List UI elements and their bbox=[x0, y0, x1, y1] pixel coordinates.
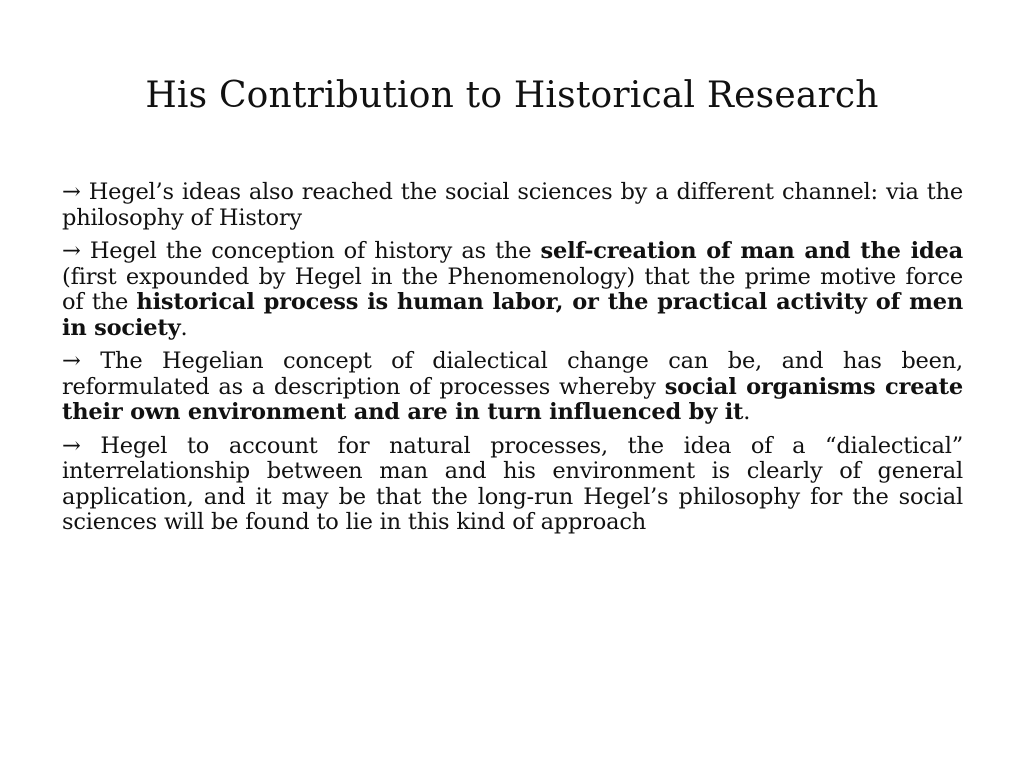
bullet-paragraph-2 bbox=[62, 239, 963, 341]
bullet-paragraph-3 bbox=[62, 349, 963, 426]
paragraph-text: → Hegel the conception of history as the bbox=[62, 238, 541, 264]
paragraph-text: . bbox=[180, 314, 188, 341]
slide-body bbox=[62, 180, 963, 544]
bullet-paragraph-1 bbox=[62, 180, 963, 231]
emphasis-text: self-creation of man and the idea bbox=[540, 238, 963, 264]
paragraph-text: (first expounded by Hegel in the Phenomenology) that the prime motive force of the bbox=[62, 263, 963, 315]
paragraph-text: . bbox=[743, 399, 751, 425]
emphasis-text: social organisms create their own environment and are in turn influenced by it bbox=[62, 373, 963, 425]
paragraph-text: → Hegel to account for natural processes, the idea of a “dialectical” interrelationship between man and his environment is clearly of general application, and it may be that the long-run Hegel’s philosophy for the social sciences will be found to lie in this kind of approach bbox=[62, 432, 963, 535]
emphasis-text: historical process is human labor, or the practical activity of men in society bbox=[62, 289, 963, 341]
slide-title: His Contribution to Historical Research bbox=[145, 75, 879, 116]
bullet-paragraph-4 bbox=[62, 434, 963, 536]
paragraph-text: → The Hegelian concept of dialectical change can be, and has been, reformulated as a description of processes whereby bbox=[62, 348, 963, 400]
paragraph-text: → Hegel’s ideas also reached the social sciences by a different channel: via the philosophy of History bbox=[62, 179, 963, 231]
